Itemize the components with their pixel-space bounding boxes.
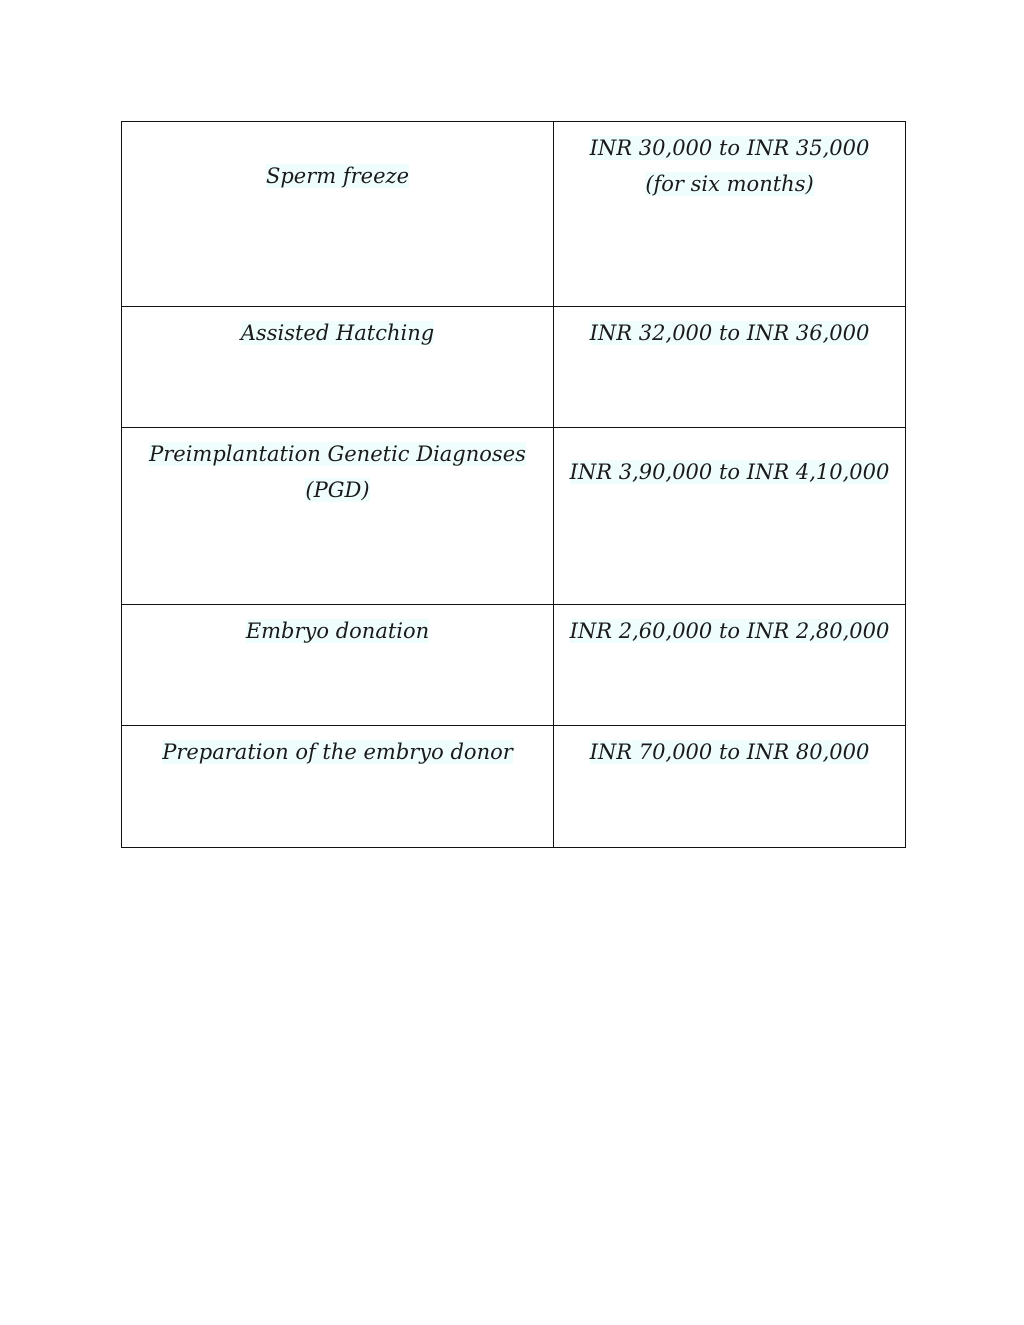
service-name: Assisted Hatching (240, 321, 435, 345)
cost-cell (554, 428, 906, 605)
service-cell (122, 307, 554, 428)
table-row (122, 307, 906, 428)
service-name: Preimplantation Genetic Diagnoses (PGD) (149, 442, 526, 502)
table-row (122, 726, 906, 848)
table-row (122, 605, 906, 726)
service-name: Embryo donation (245, 619, 430, 643)
service-cell (122, 122, 554, 307)
service-name: Sperm freeze (265, 164, 410, 188)
cost-cell (554, 307, 906, 428)
cost-value: INR 70,000 to INR 80,000 (589, 740, 870, 764)
table-row (122, 122, 906, 307)
service-cell (122, 726, 554, 848)
cost-value: INR 30,000 to INR 35,000 (for six months) (589, 136, 870, 196)
cost-cell (554, 605, 906, 726)
cost-cell (554, 122, 906, 307)
cost-cell (554, 726, 906, 848)
treatment-cost-table (121, 121, 906, 848)
table-row (122, 428, 906, 605)
service-cell (122, 428, 554, 605)
service-name: Preparation of the embryo donor (162, 740, 513, 764)
service-cell (122, 605, 554, 726)
cost-value: INR 3,90,000 to INR 4,10,000 (569, 460, 890, 484)
cost-value: INR 32,000 to INR 36,000 (589, 321, 870, 345)
cost-value: INR 2,60,000 to INR 2,80,000 (569, 619, 890, 643)
